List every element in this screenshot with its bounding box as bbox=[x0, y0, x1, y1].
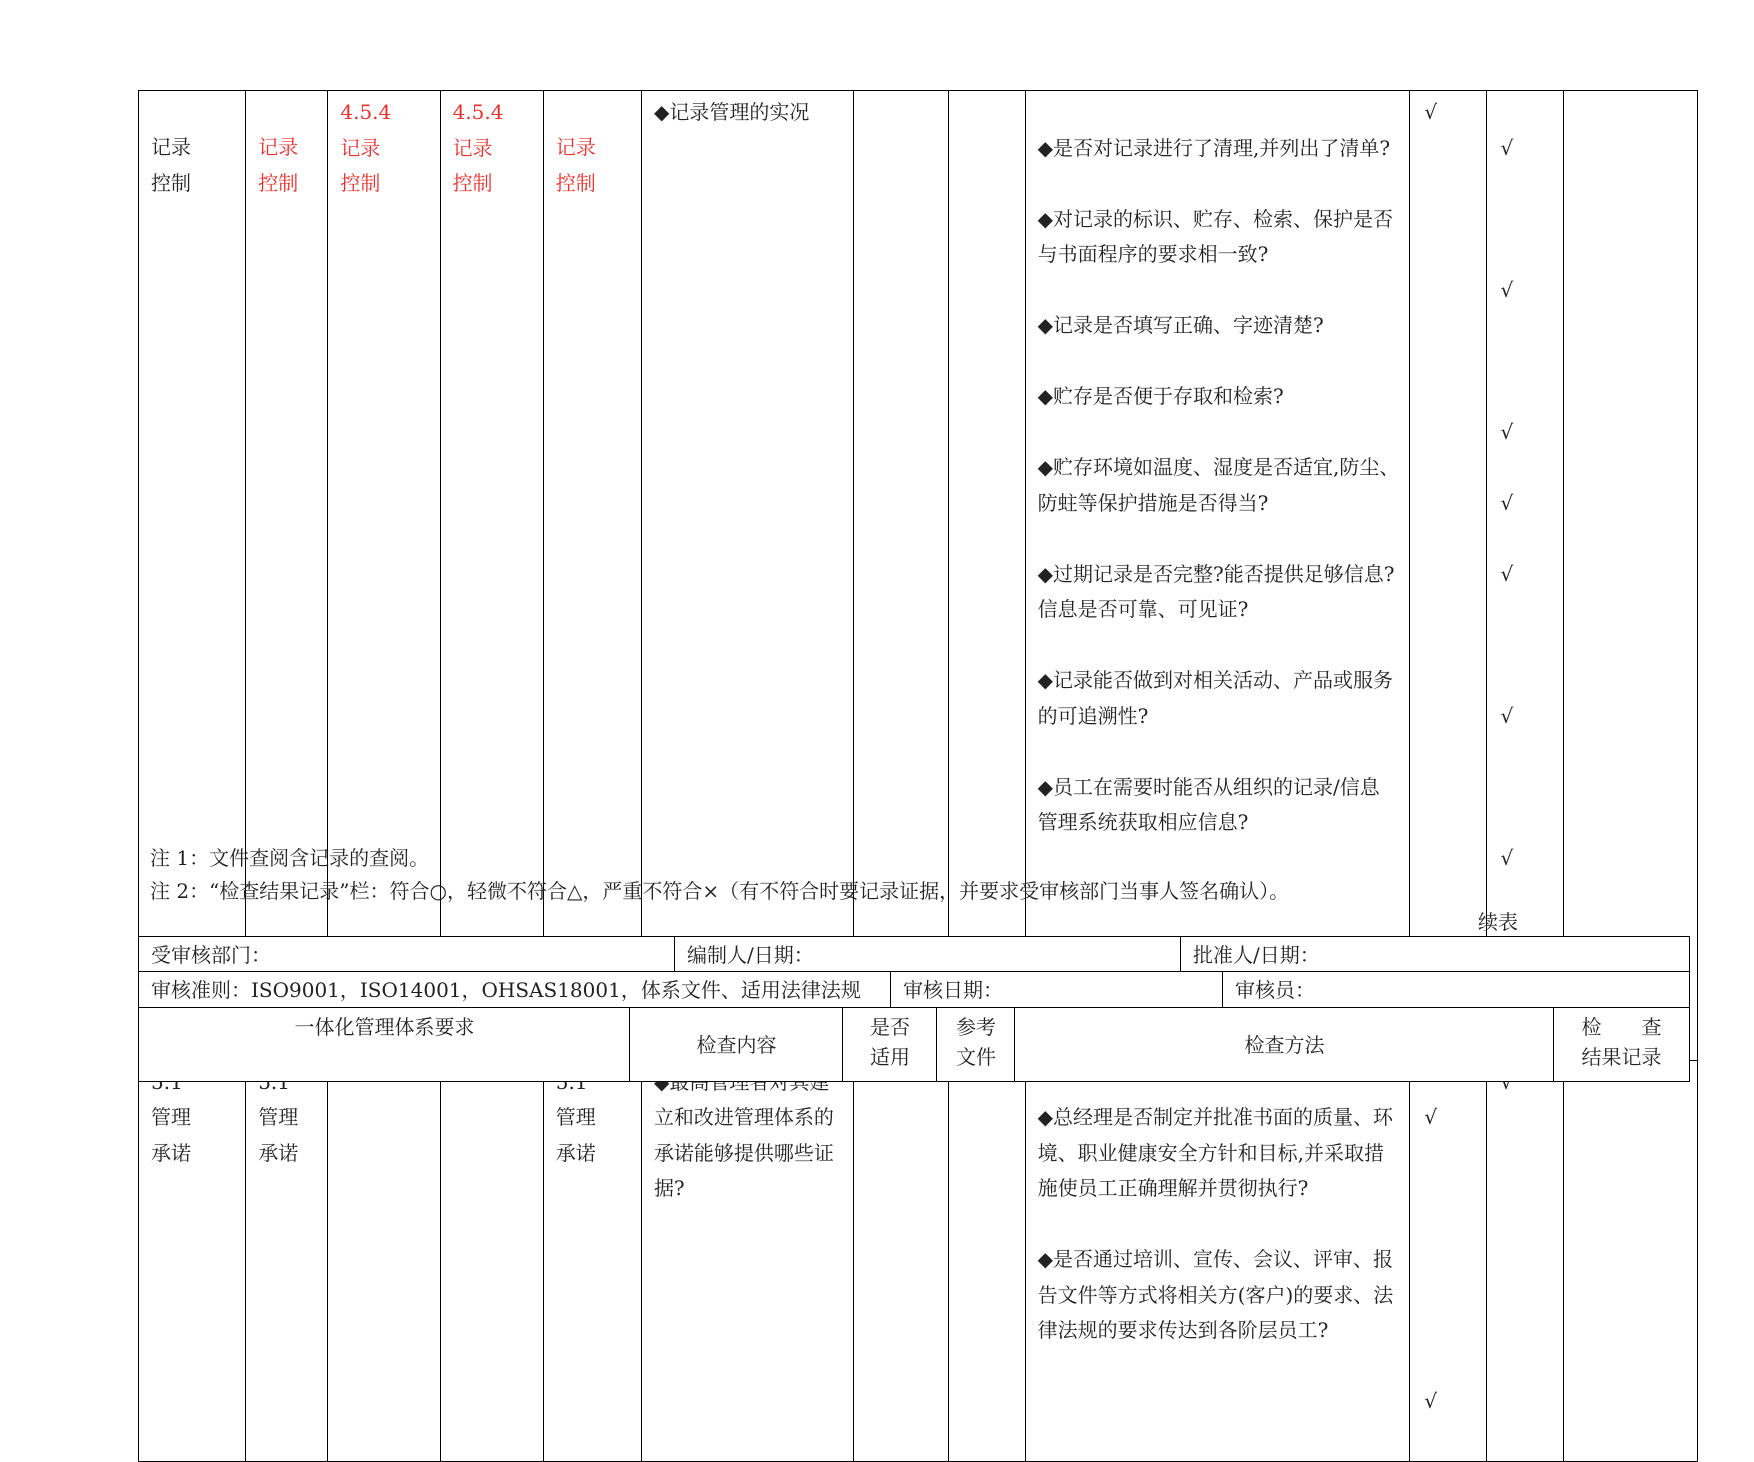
clause-cell bbox=[246, 91, 328, 1061]
check-mark bbox=[1424, 1242, 1475, 1278]
check-mark bbox=[1501, 202, 1553, 238]
auditor-label: 审核员： bbox=[1235, 978, 1315, 1002]
col-header-label: 检 查 结果记录 bbox=[1581, 1015, 1662, 1069]
check-mark: √ bbox=[1500, 419, 1514, 444]
check-method-cell bbox=[1025, 1060, 1410, 1462]
reference-cell bbox=[948, 1060, 1025, 1462]
check-mark: √ bbox=[1500, 703, 1514, 728]
check-mark: √ bbox=[1500, 277, 1514, 302]
auditor-field[interactable] bbox=[1222, 971, 1690, 1009]
col-header-result bbox=[1553, 1007, 1690, 1082]
check-content-cell bbox=[641, 1060, 853, 1462]
clause-cell bbox=[440, 91, 543, 1061]
check-mark bbox=[1424, 1171, 1475, 1207]
reference-cell bbox=[948, 91, 1025, 1061]
dept-label: 受审核部门： bbox=[151, 943, 271, 967]
method-item: ◆过期记录是否完整?能否提供足够信息?信息是否可靠、可见证? bbox=[1037, 561, 1395, 621]
notes bbox=[150, 842, 1289, 908]
clause-cell bbox=[328, 1060, 440, 1462]
check-mark: √ bbox=[1500, 135, 1514, 160]
col-header-reference bbox=[936, 1007, 1016, 1082]
method-item: ◆记录是否填写正确、字迹清楚? bbox=[1037, 313, 1324, 337]
dept-field[interactable] bbox=[138, 936, 676, 973]
col-header-label: 是否 适用 bbox=[870, 1015, 910, 1069]
check-mark bbox=[1424, 1313, 1475, 1349]
col-header-requirements bbox=[138, 1007, 631, 1082]
method-item: ◆是否对记录进行了清理,并列出了清单? bbox=[1037, 135, 1391, 160]
clause-cell bbox=[328, 91, 440, 1061]
check-mark-cell bbox=[1410, 1060, 1486, 1462]
col-header-content bbox=[629, 1007, 844, 1082]
clause-cell bbox=[139, 1060, 246, 1462]
applicable-cell bbox=[854, 1060, 948, 1462]
continued-label: 续表 bbox=[1478, 910, 1518, 934]
clause-label: 4.5.4 记录 控制 bbox=[340, 100, 392, 195]
clause-cell bbox=[246, 1060, 328, 1462]
clause-label: 记录 控制 bbox=[555, 135, 596, 195]
audit-date-field[interactable] bbox=[890, 971, 1224, 1009]
applicable-cell bbox=[854, 91, 948, 1061]
method-item: ◆对记录的标识、贮存、检索、保护是否与书面程序的要求相一致? bbox=[1037, 206, 1394, 266]
method-item: ◆贮存是否便于存取和检索? bbox=[1037, 384, 1284, 408]
clause-label: 4.5.4 记录 控制 bbox=[452, 100, 504, 195]
check-mark: √ bbox=[1424, 100, 1438, 124]
note-2: 注 2：“检查结果记录”栏：符合○，轻微不符合△，严重不符合×（有不符合时要记录证据，并要求受审核部门当事人签名确认）。 bbox=[150, 879, 1290, 903]
check-mark bbox=[1501, 344, 1553, 380]
method-item: ◆贮存环境如温度、湿度是否适宜,防尘、防蛀等保护措施是否得当? bbox=[1037, 455, 1400, 515]
check-content-cell bbox=[641, 91, 853, 1061]
clause-label: 管理 承诺 bbox=[258, 1105, 299, 1165]
audit-checklist-table bbox=[138, 90, 1698, 1462]
header-grid bbox=[138, 936, 1690, 1084]
check-mark: √ bbox=[1500, 490, 1514, 515]
col-header-label: 参考 文件 bbox=[956, 1015, 996, 1069]
criteria-field bbox=[138, 971, 892, 1009]
check-method-cell bbox=[1025, 91, 1410, 1061]
check-mark: √ bbox=[1500, 561, 1514, 586]
table-row bbox=[139, 91, 1698, 1061]
clause-label: 记录 控制 bbox=[151, 135, 191, 195]
col-header-label: 一体化管理体系要求 bbox=[294, 1015, 475, 1039]
note-1: 注 1：文件查阅含记录的查阅。 bbox=[150, 846, 430, 870]
clause-cell bbox=[139, 91, 246, 1061]
check-mark: √ bbox=[1424, 1105, 1438, 1129]
method-item: ◆是否通过培训、宣传、会议、评审、报告文件等方式将相关方(客户)的要求、法律法规的要求传达到各阶层员工? bbox=[1037, 1247, 1394, 1342]
preparer-label: 编制人/日期： bbox=[687, 943, 814, 967]
clause-cell bbox=[543, 1060, 641, 1462]
clause-label: 管理 承诺 bbox=[555, 1105, 596, 1165]
check-mark: √ bbox=[1500, 845, 1514, 870]
clause-label: 管理 承诺 bbox=[151, 1105, 191, 1165]
check-content: ◆记录管理的实况 bbox=[653, 100, 810, 124]
check-content: 立和改进管理体系的承诺能够提供哪些证据? bbox=[653, 1105, 834, 1200]
method-item: ◆员工在需要时能否从组织的记录/信息管理系统获取相应信息? bbox=[1037, 774, 1380, 834]
check-mark bbox=[1501, 770, 1553, 806]
check-mark-cell bbox=[1486, 1060, 1563, 1462]
clause-cell bbox=[440, 1060, 543, 1462]
table-row bbox=[139, 1060, 1698, 1462]
check-mark: √ bbox=[1424, 1389, 1438, 1413]
result-cell bbox=[1563, 1060, 1697, 1462]
check-mark-cell bbox=[1410, 91, 1486, 1061]
method-item: ◆总经理是否制定并批准书面的质量、环境、职业健康安全方针和目标,并采取措施使员工正确理解并贯彻执行? bbox=[1037, 1105, 1394, 1200]
approver-field[interactable] bbox=[1180, 936, 1690, 973]
clause-label: 记录 控制 bbox=[258, 135, 299, 195]
result-cell bbox=[1563, 91, 1697, 1061]
audit-date-label: 审核日期： bbox=[903, 978, 1003, 1002]
col-header-label: 检查方法 bbox=[1244, 1033, 1325, 1057]
approver-label: 批准人/日期： bbox=[1193, 943, 1320, 967]
check-mark bbox=[1501, 628, 1553, 664]
col-header-applicable bbox=[842, 1007, 938, 1082]
col-header-label: 检查内容 bbox=[696, 1033, 777, 1057]
method-item: ◆记录能否做到对相关活动、产品或服务的可追溯性? bbox=[1037, 668, 1394, 728]
clause-cell bbox=[543, 91, 641, 1061]
criteria-label: 审核准则：ISO9001，ISO14001，OHSAS18001，体系文件、适用法律法规 bbox=[151, 978, 861, 1002]
preparer-field[interactable] bbox=[674, 936, 1182, 973]
col-header-method bbox=[1014, 1007, 1555, 1082]
